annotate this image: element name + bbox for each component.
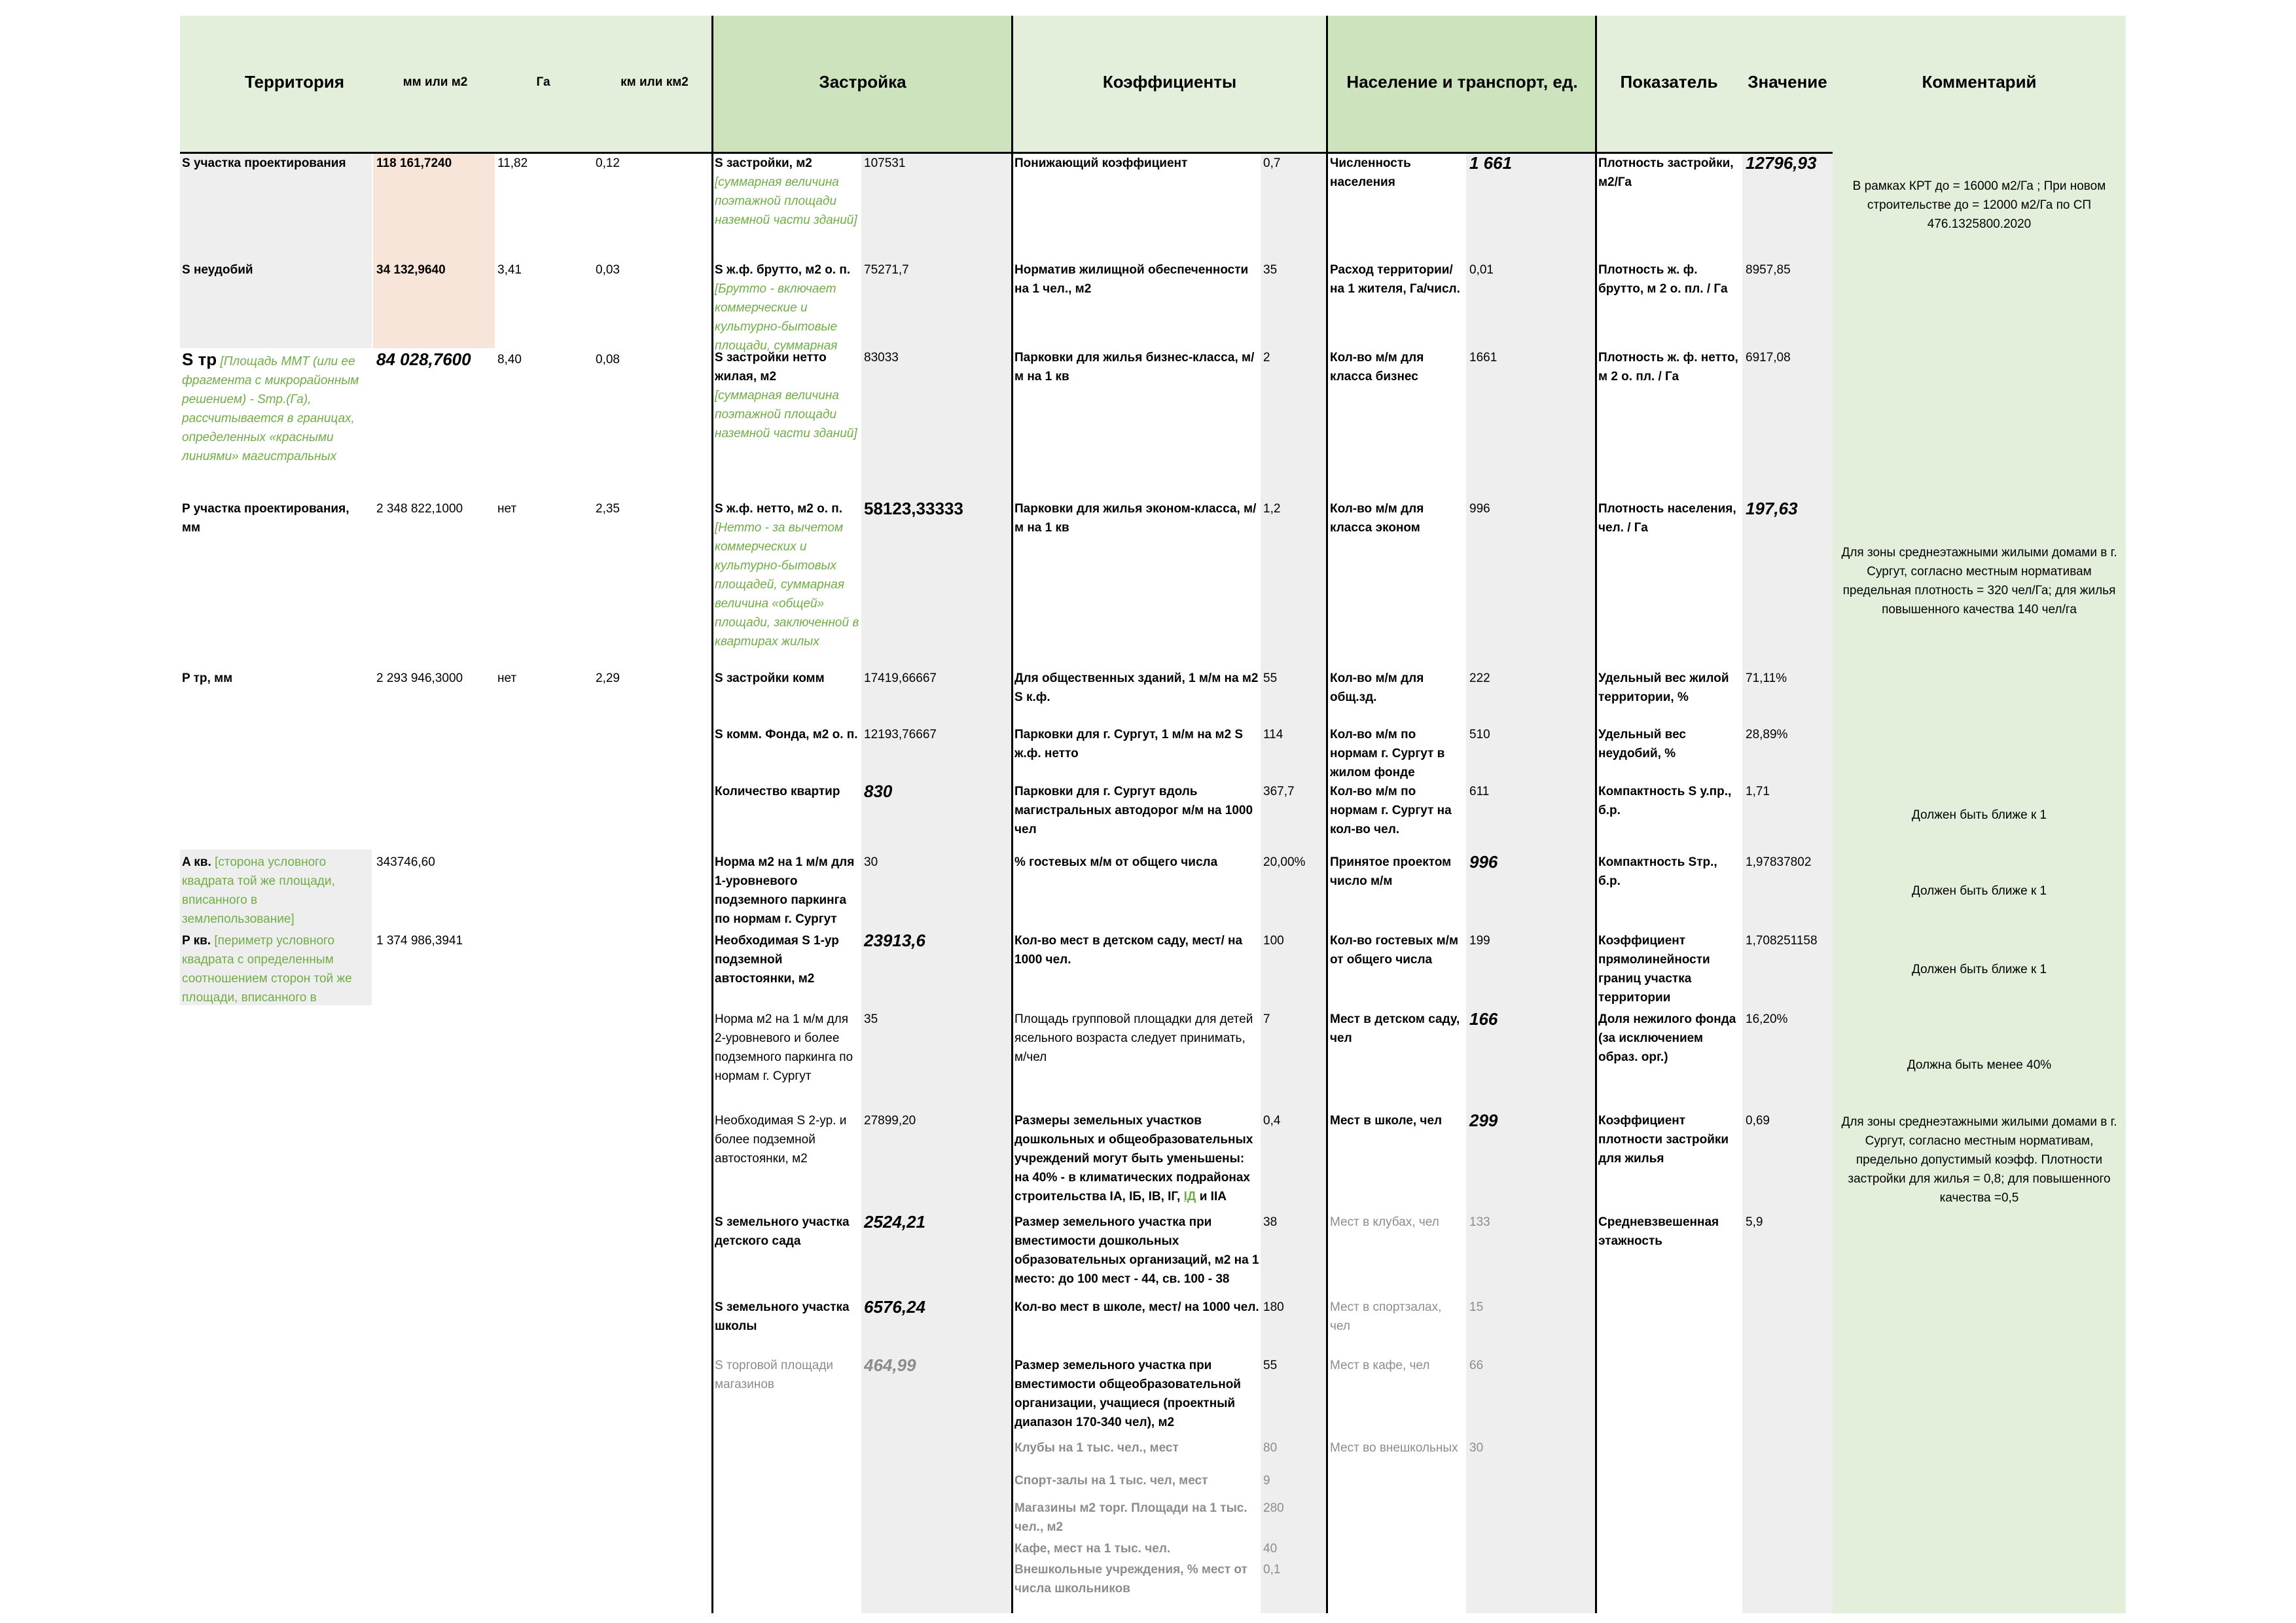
building-value: 35 [864,1012,878,1026]
territory-value-mm: 343746,60 [376,855,435,869]
ind-label: Компактность S у.пр., б.р. [1598,785,1732,817]
pop-value-bg [1466,153,1596,1613]
header-indicator: Показатель [1620,72,1718,92]
building-label: S торговой площади магазинов [715,1359,834,1391]
pop-value: 166 [1469,1009,1498,1029]
territory-value-ha: 11,82 [497,156,528,170]
coef-label: Кол-во мест в детском саду, мест/ на 1000 чел. [1014,934,1243,967]
building-label: Норма м2 на 1 м/м для 2-уровневого и более подземного паркинга по нормам г. Сургут [715,1012,853,1083]
ind-label: Плотность застройки, м2/Га [1598,156,1734,189]
header-mm-m2: мм или м2 [403,75,468,89]
pop-value: 996 [1469,502,1490,516]
ind-value: 6917,08 [1746,351,1791,365]
divider-building [711,16,713,1613]
coef-label: Парковки для г. Сургут вдоль магистральных автодорог м/м на 1000 чел [1014,785,1253,836]
building-value: 23913,6 [864,931,925,950]
header-value: Значение [1748,72,1827,92]
building-value: 6576,24 [864,1297,925,1317]
pop-label: Мест во внешкольных [1330,1441,1458,1455]
pop-value: 15 [1469,1300,1484,1314]
coef-label: Норматив жилищной обеспеченности на 1 чел., м2 [1014,263,1249,296]
coef-label: Размеры земельных участков дошкольных и общеобразовательных учреждений могут быть уменьшены: на 40% - в климатических подрайонах строительства IA, IБ, IB, IГ, [1014,1114,1253,1204]
comment-cell: Должен быть ближе к 1 [1911,963,2047,976]
pop-value: 30 [1469,1441,1484,1455]
coef-value: 100 [1263,934,1284,948]
comment-cell: Должен быть ближе к 1 [1911,884,2047,898]
building-value: 58123,33333 [864,499,963,518]
building-label: Необходимая S 2-ур. и более подземной автостоянки, м2 [715,1114,847,1166]
territory-str-cell [182,350,370,489]
divider-coef [1011,16,1013,1613]
divider-ind [1595,16,1597,1613]
territory-value-ha: нет [497,502,517,516]
building-label: Необходимая S 1-ур подземной автостоянки, м2 [715,934,839,986]
comment-cell: В рамках КРТ до = 16000 м2/Га ; При новом строительстве до = 12000 м2/Га по СП 476.1325800.2020 [1852,179,2106,231]
coef-value: 280 [1263,1501,1284,1515]
pop-value: 510 [1469,728,1490,741]
ind-value: 1,97837802 [1746,855,1812,869]
pop-value: 133 [1469,1215,1490,1229]
building-note: [Брутто - включает коммерческие и культурно-бытовые площади, суммарная [715,282,838,353]
coef-label: Понижающий коэффициент [1014,156,1188,170]
territory-value-km: 0,12 [596,156,620,170]
building-value: 75271,7 [864,263,909,277]
ind-label: Удельный вес неудобий, % [1598,728,1686,760]
territory-value-ha: 3,41 [497,263,522,277]
building-cell [715,154,860,252]
pop-label: Мест в спортзалах, чел [1330,1300,1442,1333]
pop-label: Кол-во м/м для класса эконом [1330,502,1424,535]
pop-value: 299 [1469,1111,1498,1130]
territory-value-km: 0,03 [596,263,620,277]
building-value: 30 [864,855,878,869]
pop-value: 199 [1469,934,1490,948]
building-label: S ж.ф. брутто, м2 о. п. [715,263,851,277]
pop-value: 1661 [1469,351,1498,365]
pop-label: Кол-во гостевых м/м от общего числа [1330,934,1459,967]
building-label: S застройки, м2 [715,156,812,170]
header-territory: Территория [244,72,345,92]
pop-label: Кол-во м/м по нормам г. Сургут на кол-во чел. [1330,785,1452,836]
pop-value: 1 661 [1469,153,1513,173]
territory-value-km: 0,08 [596,353,620,366]
coef-label: Парковки для жилья эконом-класса, м/м на 1 кв [1014,502,1257,535]
territory-value-mm: 34 132,9640 [376,263,446,277]
pop-label: Кол-во м/м по нормам г. Сургут в жилом фонде [1330,728,1445,779]
territory-value-mm: 1 374 986,3941 [376,934,463,948]
ind-value: 28,89% [1746,728,1788,741]
building-value: 830 [864,781,893,801]
coef-label: % гостевых м/м от общего числа [1014,855,1218,869]
ind-value: 16,20% [1746,1012,1788,1026]
territory-label: P кв. [182,934,211,948]
territory-label: S тр [182,349,217,369]
territory-pkv-cell [182,931,370,1007]
coef-label: Размер земельного участка при вместимости дошкольных образовательных организаций, м2 на 1 место: до 100 мест - 44, св. 100 - 38 [1014,1215,1259,1286]
building-value: 17419,66667 [864,671,937,685]
territory-label: A кв. [182,855,211,869]
coef-label: Внешкольные учреждения, % мест от числа школьников [1014,1563,1247,1596]
building-note: [Нетто - за вычетом коммерческих и культурно-бытовых площадей, суммарная величина «общей» площади, заключенной в квартирах жилых [715,521,859,649]
coef-value: 35 [1263,263,1278,277]
ind-label: Коэффициент прямолинейности границ участка территории [1598,934,1710,1005]
building-value: 27899,20 [864,1114,916,1128]
building-value: 2524,21 [864,1212,925,1232]
coef-label: Для общественных зданий, 1 м/м на м2 S к.ф. [1014,671,1259,704]
comment-cell: Должна быть менее 40% [1907,1058,2052,1072]
ind-label: Коэффициент плотности застройки для жилья [1598,1114,1729,1166]
coef-value: 55 [1263,1359,1278,1372]
territory-akv-cell [182,853,370,929]
pop-label: Мест в детском саду, чел [1330,1012,1460,1045]
coef-value: 9 [1263,1474,1270,1488]
ind-label: Плотность населения, чел. / Га [1598,502,1736,535]
coef-label-link[interactable]: IД [1183,1190,1196,1204]
header-coef: Коэффициенты [1102,72,1237,92]
ind-value: 1,708251158 [1746,934,1818,948]
pop-value: 611 [1469,785,1490,798]
ind-label: Доля нежилого фонда (за исключением образ. орг.) [1598,1012,1736,1064]
territory-value-mm: 2 348 822,1000 [376,502,463,516]
territory-value-ha: нет [497,671,517,685]
building-cell [715,260,860,353]
coef-value: 0,7 [1263,156,1281,170]
pop-label: Мест в клубах, чел [1330,1215,1439,1229]
territory-label: P участка проектирования, мм [182,502,350,535]
coef-label: Кафе, мест на 1 тыс. чел. [1014,1542,1171,1556]
coef-value: 2 [1263,351,1270,365]
coef-value-bg [1261,153,1327,1613]
territory-note: [периметр условного квадрата с определенным соотношением сторон той же площади, вписанного в [182,934,352,1005]
ind-label: Компактность Sтр., б.р. [1598,855,1717,888]
pop-label: Мест в кафе, чел [1330,1359,1430,1372]
divider-pop [1326,16,1328,1613]
building-label: S земельного участка школы [715,1300,850,1333]
pop-label: Принятое проектом число м/м [1330,855,1452,888]
territory-label: S неудобий [182,263,253,277]
building-value: 464,99 [864,1355,916,1375]
coef-value: 7 [1263,1012,1270,1026]
coef-value: 367,7 [1263,785,1295,798]
territory-value-mm: 84 028,7600 [376,349,471,369]
building-value: 107531 [864,156,906,170]
coef-label: Кол-во мест в школе, мест/ на 1000 чел. [1014,1300,1259,1314]
territory-value-km: 2,35 [596,502,620,516]
building-label: S комм. Фонда, м2 о. п. [715,728,858,741]
ind-value: 0,69 [1746,1114,1770,1128]
coef-label: Размер земельного участка при вместимости общеобразовательной организации, учащиеся (проектный диапазон 170-340 чел), м2 [1014,1359,1241,1429]
coef-value: 114 [1263,728,1283,741]
ind-value: 1,71 [1746,785,1770,798]
ind-value: 8957,85 [1746,263,1791,277]
building-value: 12193,76667 [864,728,937,741]
coef-cell [1014,1111,1259,1209]
coef-value: 180 [1263,1300,1284,1314]
header-ha: Га [536,75,550,89]
pop-value: 0,01 [1469,263,1494,277]
coef-label: Магазины м2 торг. Площади на 1 тыс. чел., м2 [1014,1501,1247,1534]
salmon-cells [373,153,495,348]
coef-label: Парковки для жилья бизнес-класса, м/м на 1 кв [1014,351,1255,383]
coef-value: 40 [1263,1542,1278,1556]
coef-label: Спорт-залы на 1 тыс. чел, мест [1014,1474,1208,1488]
coef-value: 1,2 [1263,502,1281,516]
pop-label: Кол-во м/м для общ.зд. [1330,671,1424,704]
territory-value-mm: 2 293 946,3000 [376,671,463,685]
territory-label-bg [180,153,372,348]
pop-label: Кол-во м/м для класса бизнес [1330,351,1424,383]
header-comment: Комментарий [1922,72,2037,92]
pop-label: Расход территории/ на 1 жителя, Га/числ. [1330,263,1460,296]
building-label: S земельного участка детского сада [715,1215,850,1248]
coef-value: 80 [1263,1441,1278,1455]
territory-note: [сторона условного квадрата той же площади, вписанного в землепользование] [182,855,335,926]
comment-cell: Должен быть ближе к 1 [1911,808,2047,822]
ind-value: 5,9 [1746,1215,1763,1229]
coef-value: 38 [1263,1215,1278,1229]
building-label: Норма м2 на 1 м/м для 1-уровневого подземного паркинга по нормам г. Сургут [715,855,855,926]
building-label: S застройки комм [715,671,825,685]
building-value-bg [861,153,1012,1613]
coef-value: 0,1 [1263,1563,1281,1577]
ind-label: Удельный вес жилой территории, % [1598,671,1729,704]
coef-value: 0,4 [1263,1114,1281,1128]
pop-value: 222 [1469,671,1490,685]
ind-label: Плотность ж. ф. брутто, м 2 о. пл. / Га [1598,263,1728,296]
ind-value: 12796,93 [1746,153,1817,173]
territory-value-mm: 118 161,7240 [376,156,452,170]
coef-value: 20,00% [1263,855,1306,869]
header-pop: Население и транспорт, ед. [1346,72,1578,92]
ind-value: 71,11% [1746,671,1787,685]
pop-label: Мест в школе, чел [1330,1114,1443,1128]
ind-label: Средневзвешенная этажность [1598,1215,1719,1248]
pop-value: 996 [1469,852,1498,872]
coef-label: Парковки для г. Сургут, 1 м/м на м2 S ж.ф. нетто [1014,728,1244,760]
territory-value-ha: 8,40 [497,353,522,366]
territory-value-km: 2,29 [596,671,620,685]
territory-label: S участка проектирования [182,156,346,170]
building-label: S ж.ф. нетто, м2 о. п. [715,502,843,516]
header-km: км или км2 [620,75,689,89]
coef-label-end: и IIA [1199,1190,1227,1204]
pop-label: Численность населения [1330,156,1411,189]
building-note: [суммарная величина поэтажной площади наземной части зданий] [715,175,857,227]
building-cell [715,499,860,668]
ind-value: 197,63 [1746,499,1798,518]
header-building: Застройка [819,72,906,92]
building-label: S застройки нетто жилая, м2 [715,351,827,383]
comment-cell: Для зоны среднеэтажными жилыми домами в г. Сургут, согласно местным нормативам предельная плотность = 320 чел/Га; для жилья повышенного качества 140 чел/га [1841,546,2117,616]
ind-value-bg [1742,153,1833,1613]
building-value: 83033 [864,351,899,365]
ind-label: Плотность ж. ф. нетто, м 2 о. пл. / Га [1598,351,1738,383]
building-label: Количество квартир [715,785,840,798]
coef-value: 55 [1263,671,1278,685]
comment-cell: Для зоны среднеэтажными жилыми домами в г. Сургут, согласно местным нормативам, предельно допустимый коэфф. Плотности застройки для жилья = 0,8; для повышенного качества =0,5 [1841,1115,2117,1205]
pop-value: 66 [1469,1359,1484,1372]
coef-label: Клубы на 1 тыс. чел., мест [1014,1441,1179,1455]
territory-label: P тр, мм [182,671,233,685]
coef-label: Площадь групповой площадки для детей ясельного возраста следует принимать, м/чел [1014,1012,1253,1064]
building-cell [715,348,860,466]
building-note: [суммарная величина поэтажной площади наземной части зданий] [715,389,857,440]
territory-note: [Площадь ММТ (или ее фрагмента с микрорайонным решением) - Sтр.(Га), рассчитывается в границах, определенных «красными линиями» магистральных [182,355,359,463]
